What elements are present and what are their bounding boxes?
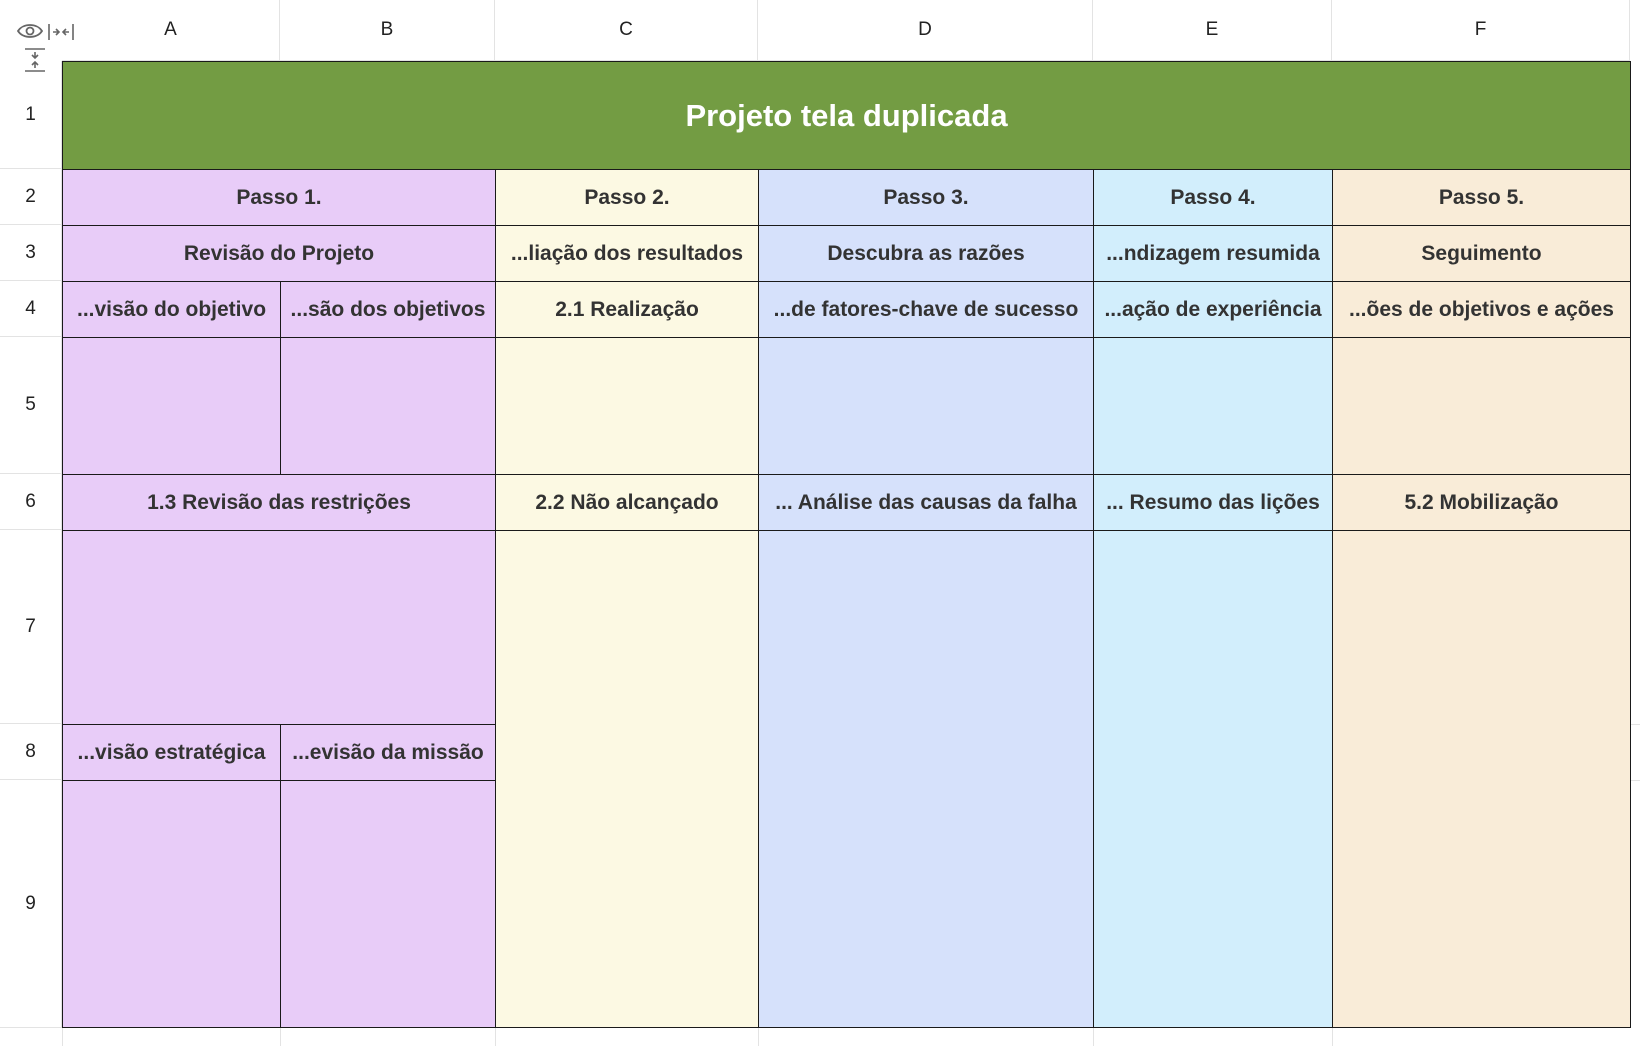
empty-cell-c5[interactable]	[495, 337, 759, 475]
empty-cell-e5[interactable]	[1093, 337, 1333, 475]
empty-cell-b9[interactable]	[280, 780, 496, 1028]
column-header-b[interactable]: B	[280, 0, 495, 61]
empty-cell-f5[interactable]	[1332, 337, 1631, 475]
column-header-a[interactable]: A	[62, 0, 280, 61]
empty-cell-a5[interactable]	[62, 337, 281, 475]
empty-cell-c7[interactable]	[495, 530, 759, 1028]
column-header-e[interactable]: E	[1093, 0, 1332, 61]
gridline	[1630, 724, 1640, 725]
eye-icon[interactable]	[16, 20, 44, 42]
project-review-cell[interactable]: Revisão do Projeto	[62, 225, 496, 282]
row-header-3[interactable]: 3	[0, 225, 62, 281]
results-evaluation-cell[interactable]: ...liação dos resultados	[495, 225, 759, 282]
gridline	[1093, 1028, 1094, 1046]
empty-cell-a9[interactable]	[62, 780, 281, 1028]
not-achieved-cell[interactable]: 2.2 Não alcançado	[495, 474, 759, 531]
learning-summary-cell[interactable]: ...ndizagem resumida	[1093, 225, 1333, 282]
empty-cell-d5[interactable]	[758, 337, 1094, 475]
row-header-7[interactable]: 7	[0, 530, 62, 724]
failure-analysis-cell[interactable]: ... Análise das causas da falha	[758, 474, 1094, 531]
strategic-review-cell[interactable]: ...visão estratégica	[62, 724, 281, 781]
gridline	[1332, 1028, 1333, 1046]
column-header-c[interactable]: C	[495, 0, 758, 61]
follow-up-cell[interactable]: Seguimento	[1332, 225, 1631, 282]
achievement-cell[interactable]: 2.1 Realização	[495, 281, 759, 338]
discover-reasons-cell[interactable]: Descubra as razões	[758, 225, 1094, 282]
title-cell[interactable]: Projeto tela duplicada	[62, 61, 1631, 170]
row-header-2[interactable]: 2	[0, 169, 62, 225]
lessons-summary-cell[interactable]: ... Resumo das lições	[1093, 474, 1333, 531]
empty-cell-d7[interactable]	[758, 530, 1094, 1028]
constraints-review-cell[interactable]: 1.3 Revisão das restrições	[62, 474, 496, 531]
step-2-cell[interactable]: Passo 2.	[495, 169, 759, 226]
mobilization-cell[interactable]: 5.2 Mobilização	[1332, 474, 1631, 531]
row-header-6[interactable]: 6	[0, 474, 62, 530]
row-header-8[interactable]: 8	[0, 724, 62, 780]
empty-cell-b5[interactable]	[280, 337, 496, 475]
gridline	[758, 1028, 759, 1046]
objectives-review-cell[interactable]: ...são dos objetivos	[280, 281, 496, 338]
empty-cell-e7[interactable]	[1093, 530, 1333, 1028]
row-header-1[interactable]: 1	[0, 61, 62, 169]
gridline	[1630, 780, 1640, 781]
column-header-d[interactable]: D	[758, 0, 1093, 61]
row-header-9[interactable]: 9	[0, 780, 62, 1028]
empty-cell-f7[interactable]	[1332, 530, 1631, 1028]
step-5-cell[interactable]: Passo 5.	[1332, 169, 1631, 226]
empty-cell-a7[interactable]	[62, 530, 496, 725]
gridline	[495, 1028, 496, 1046]
mission-review-cell[interactable]: ...evisão da missão	[280, 724, 496, 781]
step-4-cell[interactable]: Passo 4.	[1093, 169, 1333, 226]
gridline	[62, 1028, 63, 1046]
row-header-4[interactable]: 4	[0, 281, 62, 337]
gridline	[280, 1028, 281, 1046]
step-1-cell[interactable]: Passo 1.	[62, 169, 496, 226]
column-header-f[interactable]: F	[1332, 0, 1630, 61]
success-factors-cell[interactable]: ...de fatores-chave de sucesso	[758, 281, 1094, 338]
objective-review-cell[interactable]: ...visão do objetivo	[62, 281, 281, 338]
objectives-actions-cell[interactable]: ...ões de objetivos e ações	[1332, 281, 1631, 338]
step-3-cell[interactable]: Passo 3.	[758, 169, 1094, 226]
experience-cell[interactable]: ...ação de experiência	[1093, 281, 1333, 338]
row-header-5[interactable]: 5	[0, 337, 62, 474]
